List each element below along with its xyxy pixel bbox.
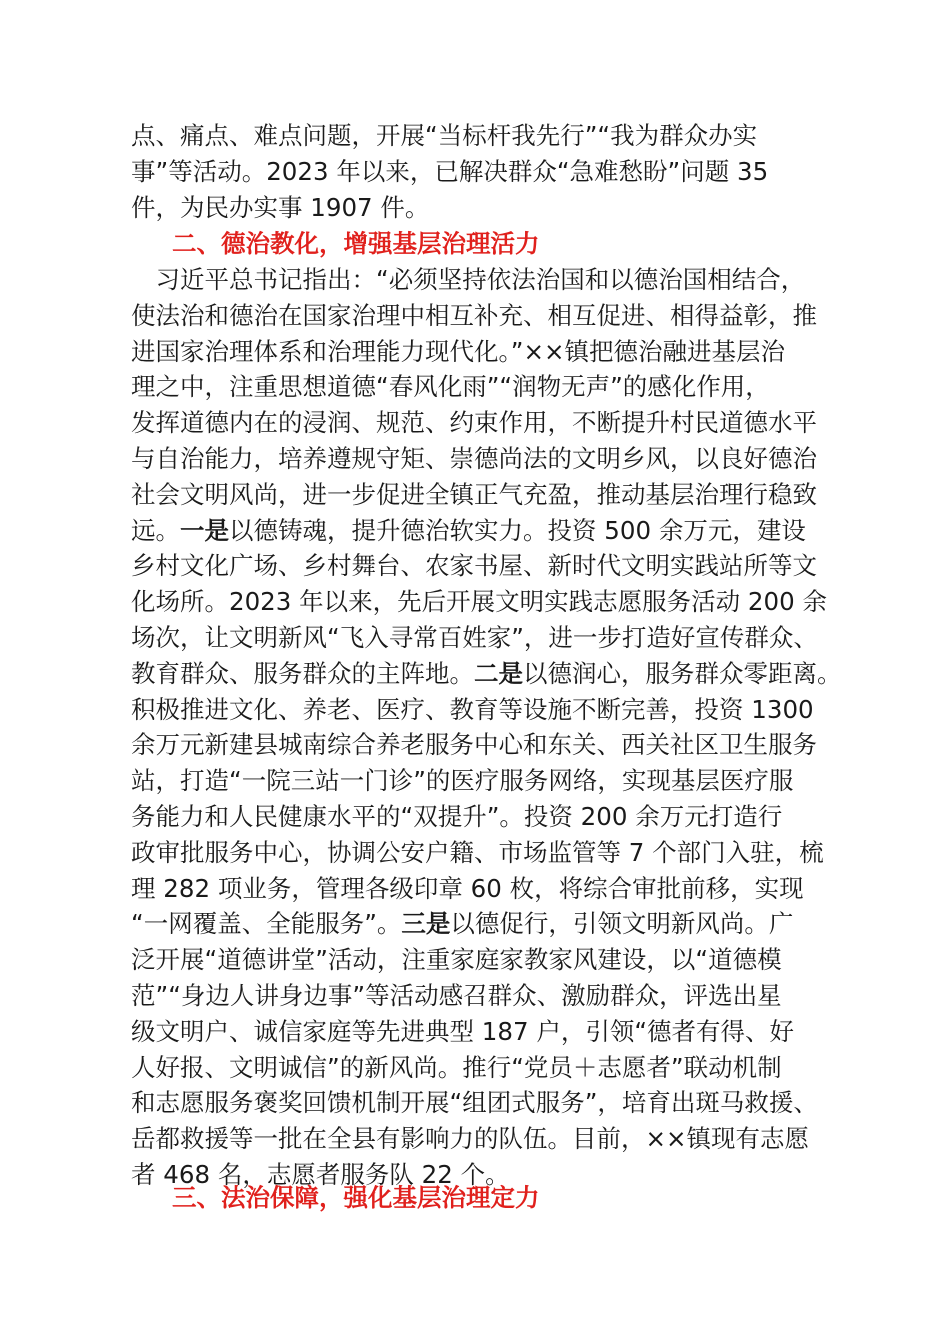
text-segment: 教育群众、服务群众的主阵地。 (131, 658, 474, 688)
text-line (131, 369, 770, 405)
text-segment: 理之中，注重思想道德“春风化雨”“润物无声”的感化作用， (131, 372, 770, 402)
text-segment: 乡村文化广场、乡村舞台、农家书屋、新时代文明实践站所等文 (131, 551, 817, 581)
text-segment: 以德润心，服务群众零距离。 (523, 658, 842, 688)
text-segment: 岳都救援等一批在全县有影响力的队伍。目前，××镇现有志愿 (131, 1124, 810, 1154)
text-segment: 人好报、文明诚信”的新风尚。推行“党员＋志愿者”联动机制 (131, 1052, 782, 1082)
text-line (131, 334, 785, 370)
bold-lead-text: 一是 (180, 515, 229, 545)
text-line (131, 477, 817, 513)
text-segment: 泛开展“道德讲堂”活动，注重家庭家教家风建设，以“道德模 (131, 945, 782, 975)
section-heading-three: 三、法治保障，强化基层治理定力 (172, 1183, 540, 1212)
text-segment: 者 468 名，志愿者服务队 22 个。 (131, 1160, 510, 1189)
text-line (131, 1121, 809, 1157)
text-line (131, 799, 782, 835)
text-line (131, 942, 782, 978)
text-line (131, 692, 814, 728)
text-line (131, 1014, 794, 1050)
text-line (131, 656, 842, 692)
text-line (131, 1085, 818, 1121)
text-segment: 站，打造“一院三站一门诊”的医疗服务网络，实现基层医疗服 (131, 766, 794, 796)
text-line (131, 620, 818, 656)
text-line: 点、痛点、难点问题，开展“当标杆我先行”“我为群众办实 (131, 121, 758, 150)
section-heading-two: 二、德治教化，增强基层治理活力 (172, 229, 540, 258)
text-segment: 政审批服务中心，协调公安户籍、市场监管等 7 个部门入驻，梳 (131, 837, 824, 867)
text-segment: 习近平总书记指出：“必须坚持依法治国和以德治国相结合， (131, 265, 806, 294)
text-segment: 使法治和德治在国家治理中相互补充、相互促进、相得益彰，推 (131, 300, 817, 330)
bold-lead-text: 三是 (401, 909, 451, 939)
text-segment: 进国家治理体系和治理能力现代化。”××镇把德治融进基层治 (131, 336, 785, 366)
text-segment: 级文明户、诚信家庭等先进典型 187 户，引领“德者有得、好 (131, 1016, 795, 1046)
text-line (131, 727, 817, 763)
text-line (131, 1050, 782, 1086)
text-segment: 发挥道德内在的浸润、规范、约束作用，不断提升村民道德水平 (131, 408, 817, 438)
text-line (131, 763, 793, 799)
text-segment: 范”“身边人讲身边事”等活动感召群众、激励群众，评选出星 (131, 981, 782, 1010)
text-line (131, 835, 824, 871)
text-line: 件，为民办实事 1907 件。 (131, 192, 430, 222)
text-line (131, 871, 804, 907)
text-segment: 余万元新建县城南综合养老服务中心和东关、西关社区卫生服务 (131, 730, 817, 760)
text-segment: 积极推进文化、养老、医疗、教育等设施不断完善，投资 1300 (131, 694, 814, 724)
text-line (131, 978, 782, 1014)
text-segment: 与自治能力，培养遵规守矩、崇德尚法的文明乡风，以良好德治 (131, 444, 817, 473)
text-segment: 场次，让文明新风“飞入寻常百姓家”，进一步打造好宣传群众、 (131, 623, 818, 652)
text-line (131, 298, 817, 334)
text-segment: 以德铸魂，提升德治软实力。投资 500 余万元，建设 (229, 515, 806, 545)
text-line (131, 548, 817, 584)
bold-lead-text: 二是 (474, 658, 523, 688)
text-segment: 化场所。2023 年以来，先后开展文明实践志愿服务活动 200 余 (131, 587, 827, 617)
text-segment: 务能力和人民健康水平的“双提升”。投资 200 余万元打造行 (131, 802, 783, 831)
text-line (131, 405, 817, 441)
text-segment: 以德促行，引领文明新风尚。广 (450, 909, 794, 939)
text-segment: 远。 (131, 515, 180, 545)
text-line (131, 441, 817, 477)
text-segment: 理 282 项业务，管理各级印章 60 枚，将综合审批前移，实现 (131, 873, 804, 903)
text-segment: 和志愿服务褒奖回馈机制开展“组团式服务”，培育出斑马救援、 (131, 1088, 818, 1118)
text-line (131, 513, 806, 549)
text-line: 事”等活动。2023 年以来，已解决群众“急难愁盼”问题 35 (131, 156, 769, 186)
text-segment: 社会文明风尚，进一步促进全镇正气充盈，推动基层治理行稳致 (131, 479, 817, 509)
text-line (131, 906, 793, 942)
text-line (131, 584, 827, 620)
text-segment: “一网覆盖、全能服务”。 (131, 909, 402, 939)
text-line (131, 262, 805, 298)
